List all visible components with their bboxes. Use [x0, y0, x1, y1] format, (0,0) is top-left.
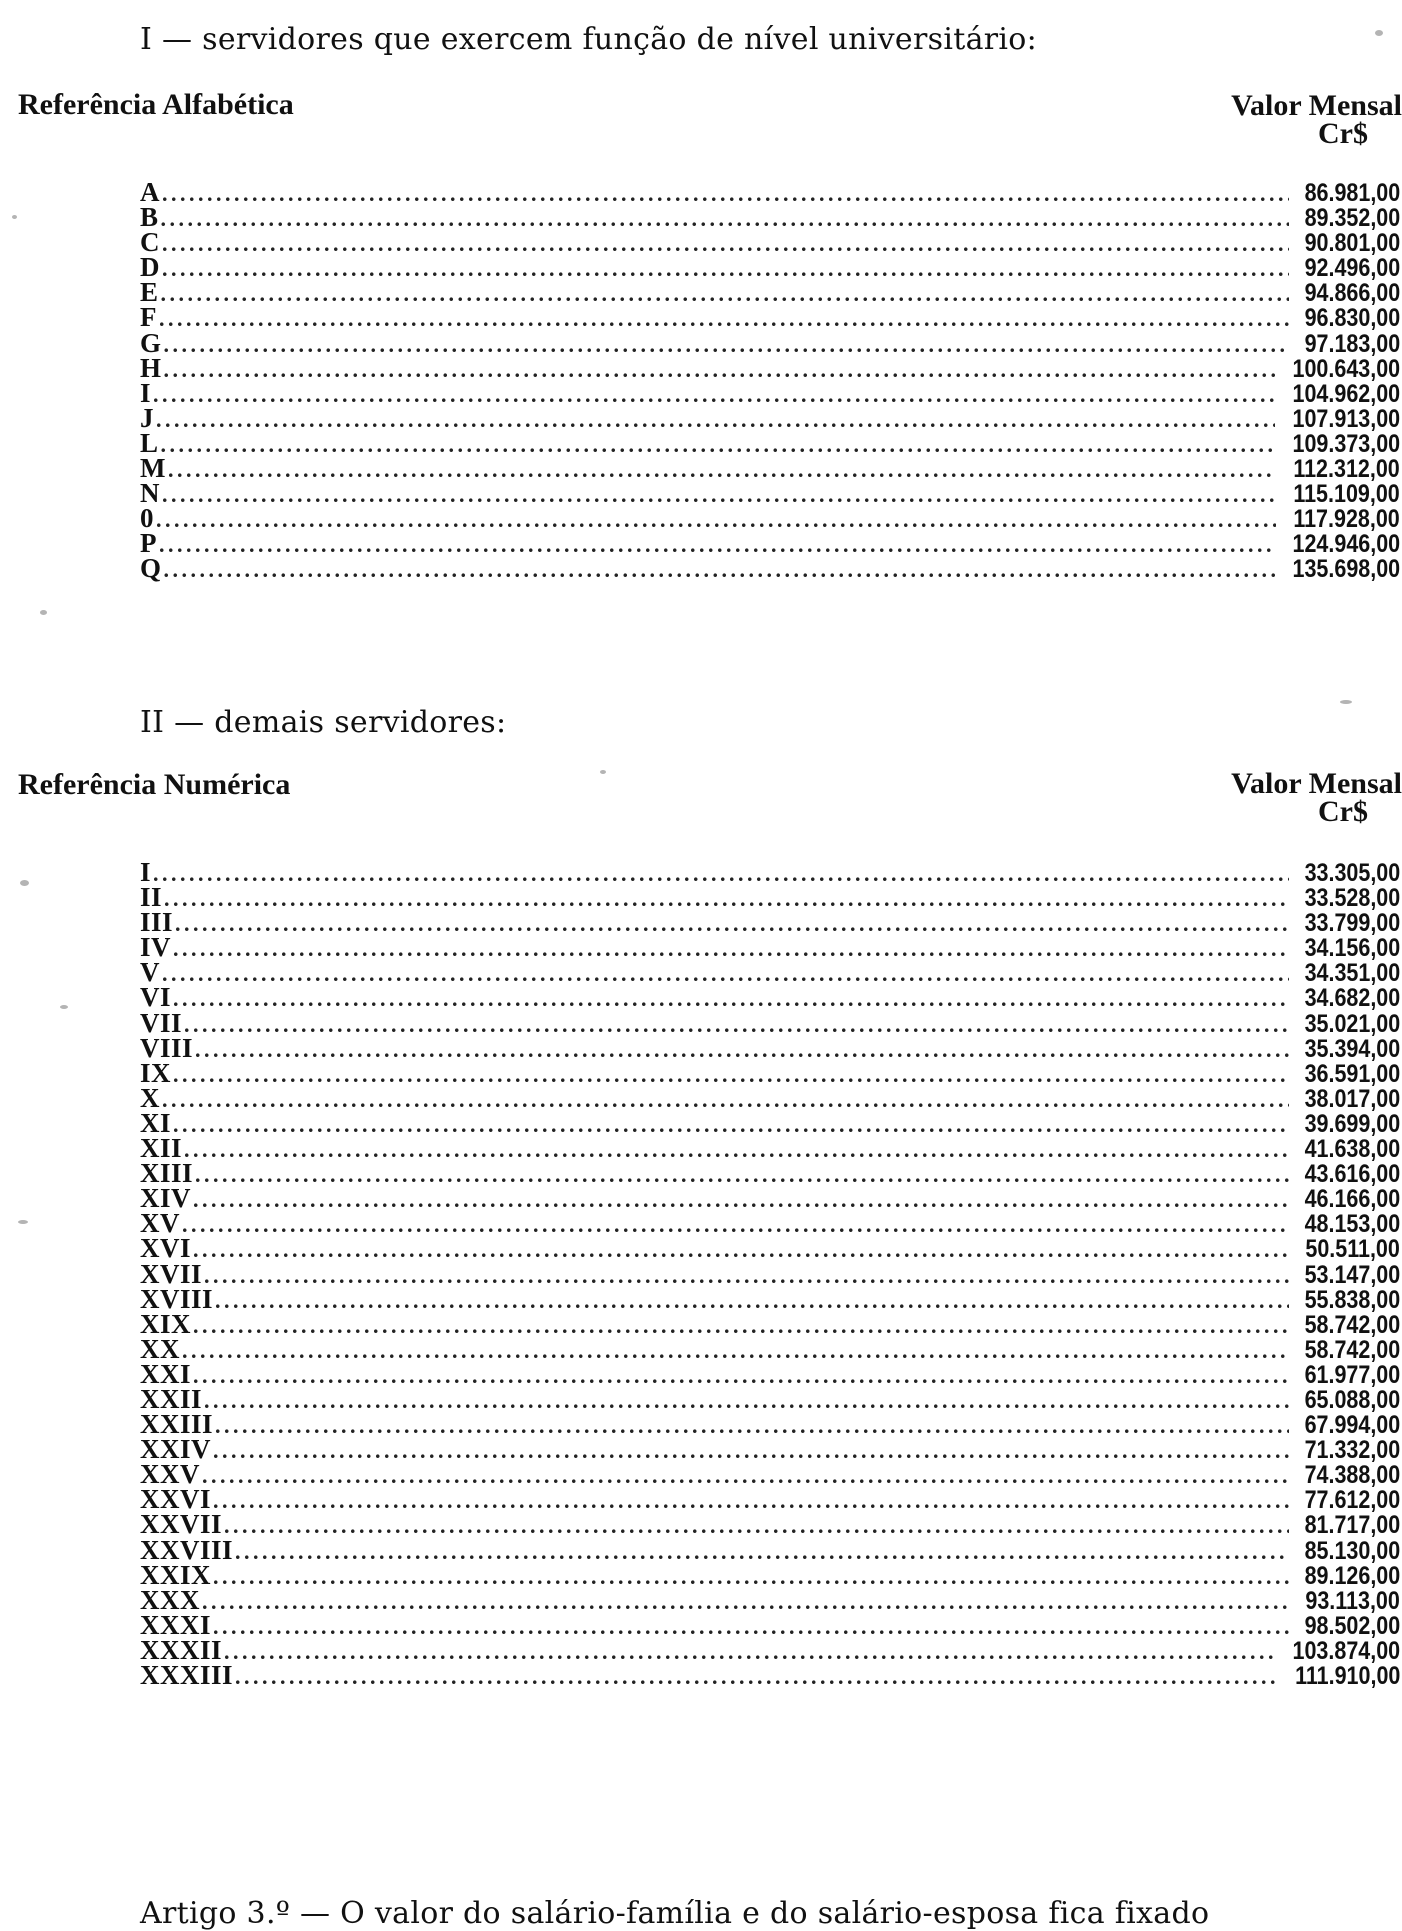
table-row [140, 1609, 1400, 1640]
monthly-value: 34.682,00 [1304, 984, 1400, 1013]
dot-leader [200, 1463, 1289, 1488]
dot-leader [182, 1012, 1289, 1037]
dot-leader [159, 432, 1275, 457]
table-row [140, 932, 1400, 963]
reference-label: E [140, 277, 159, 308]
scan-speck [20, 880, 29, 886]
table-row [140, 1283, 1400, 1314]
monthly-value: 43.616,00 [1304, 1160, 1400, 1189]
monthly-value: 90.801,00 [1304, 229, 1400, 258]
dot-leader [157, 306, 1289, 331]
table-row [140, 1208, 1400, 1239]
reference-label: XXIX [140, 1559, 212, 1590]
monthly-value: 100.643,00 [1292, 354, 1400, 383]
table-row [140, 478, 1400, 509]
dot-leader [171, 1062, 1289, 1087]
table-row [140, 1082, 1400, 1113]
table-row [140, 1333, 1400, 1364]
monthly-value: 107.913,00 [1292, 404, 1400, 433]
scan-speck [1375, 30, 1383, 36]
reference-label: XXXIII [140, 1660, 234, 1690]
reference-label: I [140, 377, 152, 408]
table-row [140, 227, 1400, 258]
section-1-currency-unit: Cr$ [1318, 117, 1368, 150]
section-2-value-header: Valor Mensal [1231, 767, 1402, 800]
monthly-value: 86.981,00 [1304, 179, 1400, 207]
dot-leader [171, 986, 1289, 1011]
dot-leader [233, 1539, 1289, 1564]
monthly-value: 115.109,00 [1293, 480, 1400, 509]
dot-leader [171, 1112, 1289, 1137]
reference-label: D [140, 252, 160, 283]
table-row [140, 177, 1400, 207]
dot-leader [160, 231, 1289, 256]
reference-label: X [140, 1082, 160, 1113]
dot-leader [154, 407, 1275, 432]
dot-leader [160, 1087, 1289, 1112]
reference-label: II [140, 882, 163, 913]
reference-label: XXIV [140, 1434, 212, 1465]
monthly-value: 39.699,00 [1304, 1109, 1400, 1138]
scan-speck [18, 1220, 28, 1224]
monthly-value: 104.962,00 [1292, 379, 1400, 408]
dot-leader [162, 886, 1289, 911]
dot-leader [159, 206, 1289, 231]
dot-leader [162, 332, 1289, 357]
monthly-value: 55.838,00 [1304, 1285, 1400, 1314]
table-row [140, 377, 1400, 408]
dot-leader [222, 1513, 1289, 1538]
dot-leader [211, 1564, 1289, 1589]
dot-leader [166, 457, 1276, 482]
monthly-value: 33.528,00 [1304, 884, 1400, 913]
monthly-value: 41.638,00 [1304, 1135, 1400, 1164]
table-row [140, 1358, 1400, 1389]
monthly-value: 92.496,00 [1304, 254, 1400, 283]
reference-label: XXI [140, 1358, 192, 1389]
table-row [140, 1584, 1400, 1615]
monthly-value: 65.088,00 [1304, 1385, 1400, 1414]
monthly-value: 94.866,00 [1304, 279, 1400, 308]
monthly-value: 53.147,00 [1304, 1260, 1400, 1289]
dot-leader [182, 1137, 1289, 1162]
table-row [140, 1509, 1400, 1540]
scan-speck [600, 770, 606, 774]
monthly-value: 89.126,00 [1304, 1561, 1400, 1590]
reference-label: XV [140, 1208, 180, 1239]
reference-label: F [140, 302, 157, 333]
monthly-value: 58.742,00 [1304, 1310, 1400, 1339]
reference-label: I [140, 857, 152, 887]
dot-leader [191, 1237, 1290, 1262]
scan-speck [1340, 700, 1352, 704]
table-row [140, 553, 1400, 584]
table-row [140, 907, 1400, 938]
table-row [140, 402, 1400, 433]
dot-leader [211, 1438, 1289, 1463]
monthly-value: 85.130,00 [1304, 1536, 1400, 1565]
table-row [140, 982, 1400, 1013]
reference-label: N [140, 478, 160, 509]
dot-leader [200, 1589, 1290, 1614]
table-row [140, 1660, 1400, 1690]
table-row [140, 1534, 1400, 1565]
reference-label: IX [140, 1057, 172, 1088]
reference-label: G [140, 327, 162, 358]
table-row [140, 528, 1400, 559]
table-row [140, 1434, 1400, 1465]
reference-label: XXVI [140, 1484, 212, 1515]
reference-label: XXX [140, 1584, 200, 1615]
reference-label: XXIII [140, 1409, 214, 1440]
dot-leader [202, 1388, 1289, 1413]
dot-leader [213, 1413, 1289, 1438]
monthly-value: 35.021,00 [1304, 1009, 1400, 1038]
reference-label: 0 [140, 503, 154, 534]
table-row [140, 957, 1400, 988]
monthly-value: 33.799,00 [1304, 909, 1400, 938]
monthly-value: 81.717,00 [1304, 1511, 1400, 1540]
table-row [140, 1383, 1400, 1414]
table-row [140, 352, 1400, 383]
section-2-table [140, 857, 1400, 1690]
reference-label: VIII [140, 1032, 194, 1063]
monthly-value: 135.698,00 [1292, 555, 1400, 584]
monthly-value: 61.977,00 [1304, 1360, 1400, 1389]
monthly-value: 34.156,00 [1304, 934, 1400, 963]
reference-label: IV [140, 932, 172, 963]
table-row [140, 1409, 1400, 1440]
monthly-value: 89.352,00 [1304, 204, 1400, 233]
reference-label: XVI [140, 1233, 192, 1264]
reference-label: Q [140, 553, 162, 584]
footer-partial-text: Artigo 3.º — O valor do salário-família e do salário-esposa fica fixado [140, 1896, 1210, 1931]
reference-label: XXVII [140, 1509, 223, 1540]
monthly-value: 103.874,00 [1292, 1636, 1400, 1665]
table-row [140, 277, 1400, 308]
table-row [140, 252, 1400, 283]
dot-leader [222, 1639, 1275, 1664]
table-row [140, 1634, 1400, 1665]
reference-label: XVIII [140, 1283, 214, 1314]
dot-leader [191, 1187, 1289, 1212]
reference-label: XI [140, 1107, 172, 1138]
table-row [140, 1133, 1400, 1164]
monthly-value: 93.113,00 [1305, 1586, 1400, 1615]
table-row [140, 857, 1400, 887]
dot-leader [160, 961, 1289, 986]
reference-label: B [140, 202, 159, 233]
monthly-value: 96.830,00 [1304, 304, 1400, 333]
table-row [140, 1032, 1400, 1063]
monthly-value: 109.373,00 [1292, 429, 1400, 458]
monthly-value: 67.994,00 [1304, 1411, 1400, 1440]
table-row [140, 1007, 1400, 1038]
dot-leader [193, 1037, 1289, 1062]
reference-label: M [140, 453, 166, 484]
reference-label: VI [140, 982, 172, 1013]
reference-label: V [140, 957, 160, 988]
monthly-value: 38.017,00 [1304, 1084, 1400, 1113]
reference-label: XX [140, 1333, 180, 1364]
reference-label: XII [140, 1133, 183, 1164]
table-row [140, 427, 1400, 458]
dot-leader [193, 1162, 1289, 1187]
table-row [140, 882, 1400, 913]
scan-speck [12, 215, 17, 219]
section-2-currency-unit: Cr$ [1318, 795, 1368, 828]
reference-label: VII [140, 1007, 183, 1038]
monthly-value: 48.153,00 [1304, 1210, 1400, 1239]
reference-label: III [140, 907, 174, 938]
dot-leader [173, 911, 1289, 936]
monthly-value: 33.305,00 [1304, 859, 1400, 887]
table-row [140, 1308, 1400, 1339]
table-row [140, 1057, 1400, 1088]
monthly-value: 112.312,00 [1293, 455, 1400, 484]
dot-leader [180, 1212, 1289, 1237]
reference-label: XIV [140, 1183, 192, 1214]
table-row [140, 1559, 1400, 1590]
section-2-right-header [1142, 767, 1402, 828]
dot-leader [154, 507, 1276, 532]
scan-speck [40, 610, 47, 615]
monthly-value: 58.742,00 [1304, 1335, 1400, 1364]
dot-leader [211, 1488, 1289, 1513]
reference-label: L [140, 427, 159, 458]
dot-leader [162, 357, 1275, 382]
dot-leader [162, 557, 1275, 582]
section-1-value-header: Valor Mensal [1231, 89, 1402, 122]
monthly-value: 50.511,00 [1305, 1235, 1400, 1264]
table-row [140, 1233, 1400, 1264]
reference-label: C [140, 227, 160, 258]
reference-label: XXV [140, 1459, 200, 1490]
reference-label: XIII [140, 1158, 194, 1189]
reference-label: J [140, 402, 154, 433]
dot-leader [151, 382, 1275, 407]
scan-speck [60, 1005, 68, 1009]
dot-leader [157, 532, 1275, 557]
table-row [140, 503, 1400, 534]
dot-leader [202, 1263, 1289, 1288]
dot-leader [151, 861, 1289, 886]
table-row [140, 1484, 1400, 1515]
table-row [140, 1158, 1400, 1189]
reference-label: P [140, 528, 157, 559]
reference-label: XXXII [140, 1634, 223, 1665]
table-row [140, 1107, 1400, 1138]
section-1-table [140, 177, 1400, 584]
monthly-value: 124.946,00 [1292, 530, 1400, 559]
monthly-value: 46.166,00 [1304, 1185, 1400, 1214]
table-row [140, 1258, 1400, 1289]
monthly-value: 74.388,00 [1304, 1461, 1400, 1490]
table-row [140, 302, 1400, 333]
monthly-value: 35.394,00 [1304, 1034, 1400, 1063]
dot-leader [160, 482, 1276, 507]
table-row [140, 1183, 1400, 1214]
dot-leader [191, 1363, 1289, 1388]
monthly-value: 36.591,00 [1304, 1059, 1400, 1088]
section-2-left-header: Referência Numérica [18, 768, 291, 801]
section-1-right-header [1142, 89, 1402, 150]
section-2-intro: II — demais servidores: [140, 705, 507, 740]
monthly-value: 117.928,00 [1293, 505, 1400, 534]
monthly-value: 97.183,00 [1304, 329, 1400, 358]
section-1-left-header: Referência Alfabética [18, 88, 294, 121]
table-row [140, 453, 1400, 484]
dot-leader [233, 1664, 1278, 1689]
table-row [140, 327, 1400, 358]
monthly-value: 34.351,00 [1304, 959, 1400, 988]
monthly-value: 71.332,00 [1304, 1436, 1400, 1465]
dot-leader [159, 281, 1289, 306]
dot-leader [160, 181, 1289, 206]
table-row [140, 202, 1400, 233]
monthly-value: 98.502,00 [1304, 1611, 1400, 1640]
reference-label: XVII [140, 1258, 203, 1289]
reference-label: XIX [140, 1308, 192, 1339]
table-row [140, 1459, 1400, 1490]
reference-label: A [140, 177, 160, 207]
section-1-intro: I — servidores que exercem função de nível universitário: [140, 22, 1038, 57]
dot-leader [160, 256, 1289, 281]
dot-leader [191, 1313, 1289, 1338]
reference-label: H [140, 352, 162, 383]
reference-label: XXXI [140, 1609, 212, 1640]
dot-leader [171, 936, 1289, 961]
reference-label: XXVIII [140, 1534, 234, 1565]
dot-leader [180, 1338, 1289, 1363]
dot-leader [211, 1614, 1289, 1639]
reference-label: XXII [140, 1383, 203, 1414]
dot-leader [213, 1288, 1289, 1313]
monthly-value: 77.612,00 [1304, 1486, 1400, 1515]
monthly-value: 111.910,00 [1294, 1662, 1400, 1690]
